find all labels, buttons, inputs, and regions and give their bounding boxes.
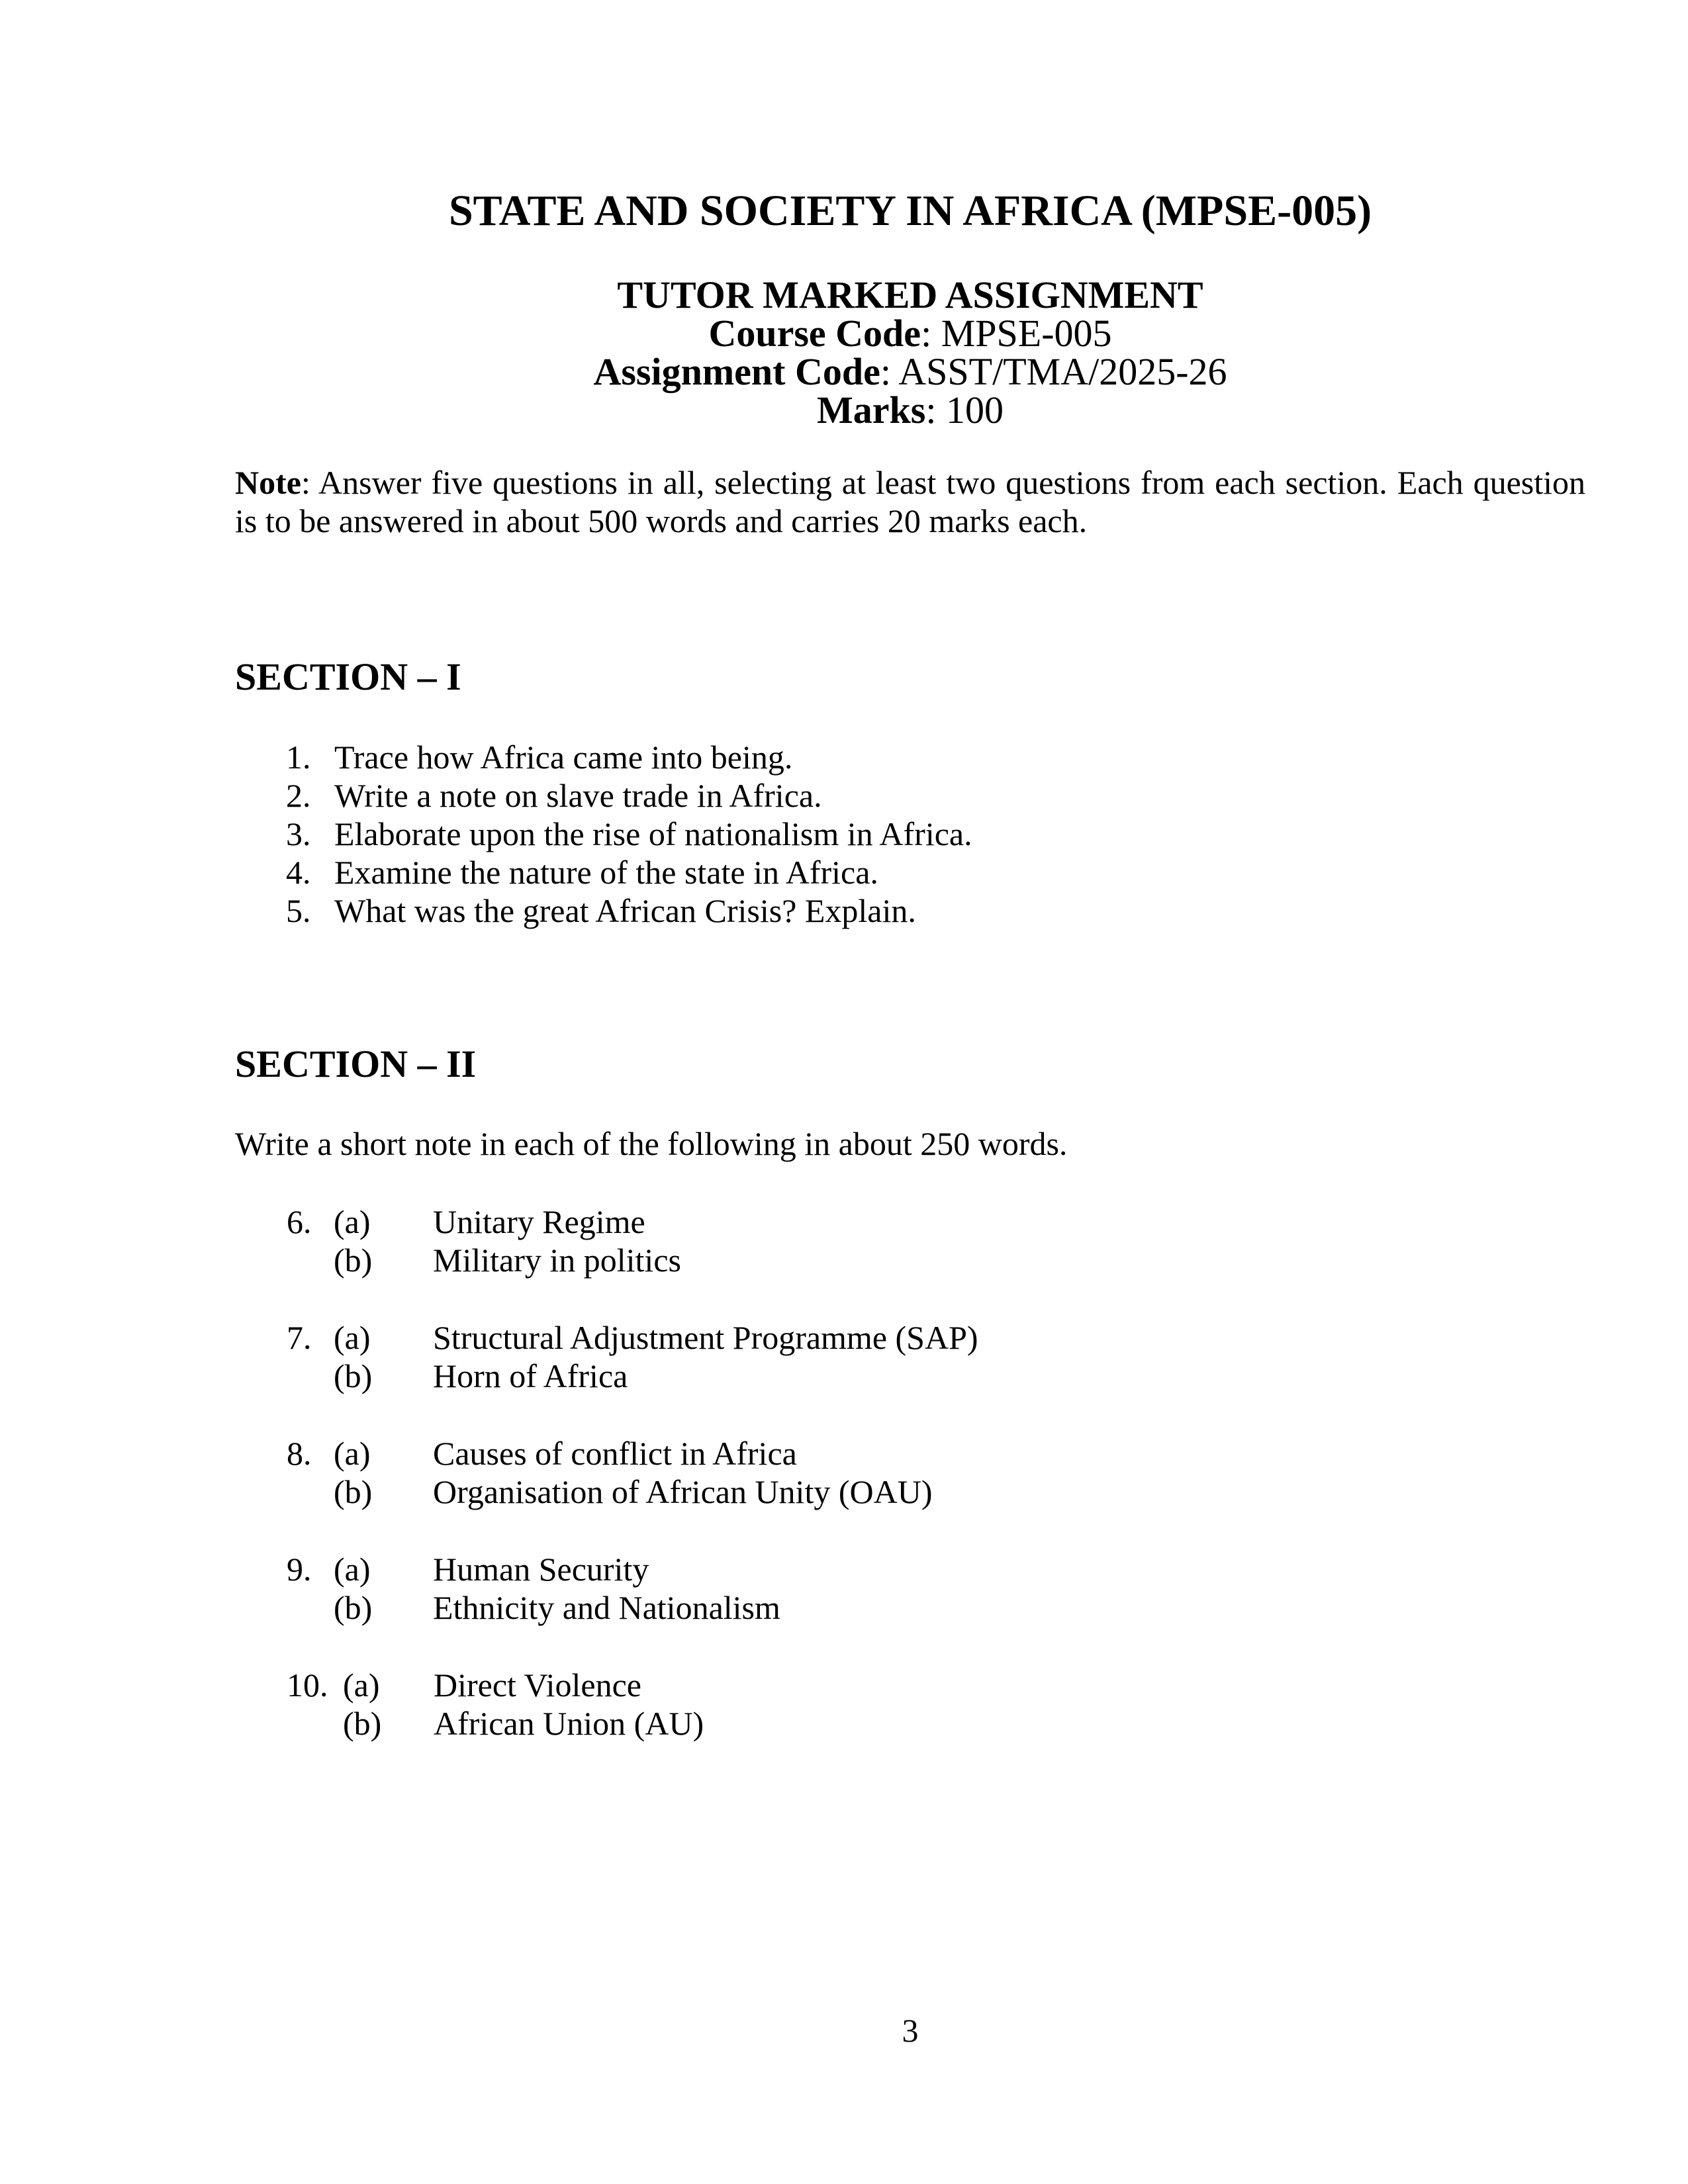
subquestion-text: Military in politics [433, 1242, 681, 1279]
question-number: 6. [287, 1203, 312, 1240]
subquestion-letter: (b) [334, 1473, 373, 1510]
subquestion-text: African Union (AU) [434, 1705, 704, 1742]
subquestion-row [287, 1203, 1585, 1241]
subquestion-text: Organisation of African Unity (OAU) [433, 1473, 933, 1510]
subquestion-text: Human Security [433, 1551, 649, 1588]
colon-separator: : [925, 388, 946, 432]
page-number: 3 [902, 2012, 919, 2049]
question-number-spacer [287, 1704, 343, 1743]
subquestion-row [287, 1241, 1585, 1279]
question-group [235, 1318, 1585, 1395]
subquestion-row [287, 1318, 1585, 1357]
question-text: Write a note on slave trade in Africa. [334, 777, 822, 814]
subquestion-row [287, 1666, 1585, 1704]
subquestion-letter: (a) [334, 1551, 371, 1588]
note-text: Answer five questions in all, selecting at least two questions from each section. Each question is to be answered in about 500 words and carries 20 marks each. [235, 464, 1585, 539]
subquestion-row [287, 1434, 1585, 1473]
subquestion-letter: (a) [343, 1666, 380, 1704]
subquestion-letter: (b) [343, 1705, 382, 1742]
subquestion-row [287, 1704, 1585, 1743]
question-number: 10. [287, 1666, 328, 1704]
subquestion-letter: (a) [334, 1203, 371, 1240]
colon-separator: : [880, 350, 899, 393]
assignment-header-block [235, 273, 1585, 432]
colon-separator: : [301, 464, 319, 501]
question-row [286, 891, 1585, 930]
note-label: Note [235, 464, 301, 501]
question-group [235, 1434, 1585, 1511]
assignment-code-value: ASST/TMA/2025-26 [898, 350, 1227, 393]
subquestion-text: Horn of Africa [433, 1357, 628, 1394]
subquestion-text: Direct Violence [434, 1666, 641, 1704]
question-text: Elaborate upon the rise of nationalism in Africa. [334, 815, 972, 852]
section2-intro: Write a short note in each of the following in about 250 words. [235, 1125, 1068, 1162]
subquestion-row [287, 1357, 1585, 1395]
question-row [286, 738, 1585, 776]
section1-question-list [235, 738, 1585, 930]
question-group [235, 1203, 1585, 1279]
question-number: 4. [286, 854, 311, 891]
subquestion-row [287, 1588, 1585, 1627]
question-number: 9. [287, 1551, 312, 1588]
question-text: Trace how Africa came into being. [334, 739, 793, 776]
subquestion-letter: (a) [334, 1435, 371, 1472]
question-row [286, 815, 1585, 853]
subquestion-text: Structural Adjustment Programme (SAP) [433, 1319, 978, 1356]
question-group [235, 1550, 1585, 1627]
question-group [235, 1666, 1585, 1743]
subquestion-text: Causes of conflict in Africa [433, 1435, 797, 1472]
question-number: 8. [287, 1435, 312, 1472]
subquestion-letter: (a) [334, 1319, 371, 1356]
question-row [286, 853, 1585, 891]
course-code-line [235, 314, 1585, 353]
question-number-spacer [287, 1357, 334, 1395]
note-paragraph [235, 463, 1585, 540]
question-number: 5. [286, 892, 311, 929]
question-row [286, 776, 1585, 815]
subquestion-row [287, 1550, 1585, 1588]
marks-value: 100 [945, 388, 1004, 432]
question-number: 1. [286, 739, 311, 776]
assignment-subtitle: TUTOR MARKED ASSIGNMENT [617, 273, 1203, 316]
assignment-code-line [235, 350, 1585, 393]
subquestion-letter: (b) [334, 1242, 373, 1279]
marks-line [235, 388, 1585, 432]
course-code-value: MPSE-005 [941, 312, 1112, 355]
subquestion-letter: (b) [334, 1357, 373, 1394]
course-code-label: Course Code [708, 312, 921, 355]
question-text: What was the great African Crisis? Explain. [334, 892, 916, 929]
subquestion-row [287, 1473, 1585, 1511]
section1-heading: SECTION – I [235, 655, 461, 698]
question-text: Examine the nature of the state in Africa. [334, 854, 878, 891]
document-title: STATE AND SOCIETY IN AFRICA (MPSE-005) [448, 187, 1372, 235]
colon-separator: : [921, 312, 941, 355]
question-number-spacer [287, 1588, 334, 1627]
subquestion-text: Unitary Regime [433, 1203, 645, 1240]
question-number: 7. [287, 1319, 312, 1356]
section2-heading: SECTION – II [235, 1042, 477, 1085]
question-number-spacer [287, 1473, 334, 1511]
marks-label: Marks [817, 388, 926, 432]
question-number-spacer [287, 1241, 334, 1279]
assignment-code-label: Assignment Code [593, 350, 880, 393]
subquestion-text: Ethnicity and Nationalism [433, 1589, 780, 1626]
question-number: 2. [286, 777, 311, 814]
subquestion-letter: (b) [334, 1589, 373, 1626]
question-number: 3. [286, 815, 311, 852]
